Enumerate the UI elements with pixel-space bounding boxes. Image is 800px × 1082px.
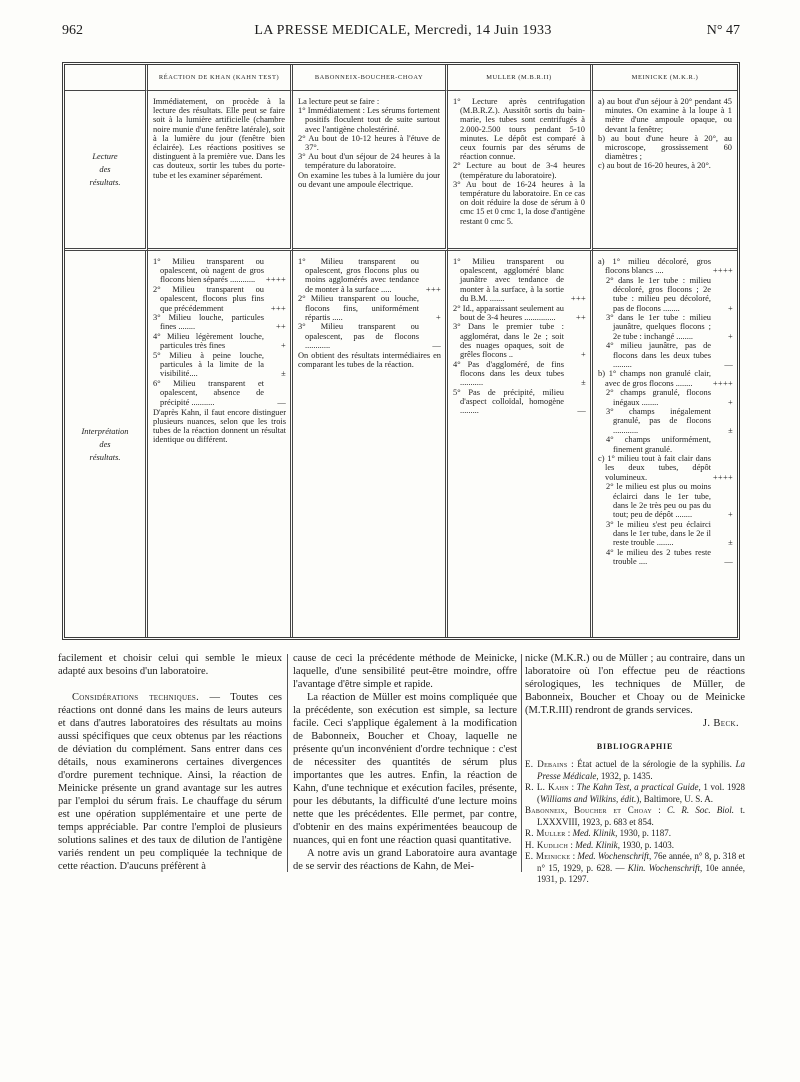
bib-text: , 1930, p. 1187. xyxy=(615,828,671,838)
issue-number: N° 47 xyxy=(706,23,740,38)
reading-meinicke-step: c) au bout de 16-20 heures, à 20°. xyxy=(598,161,711,171)
bibliography-entry xyxy=(525,840,745,852)
result-item xyxy=(298,322,441,350)
bib-source: La Presse Médicale xyxy=(537,759,745,781)
row-label-word: Interprétation xyxy=(81,426,129,436)
row-label-word: des xyxy=(99,165,111,174)
article-paragraph xyxy=(58,691,282,873)
result-sign: ++++ xyxy=(712,378,733,388)
bib-text: : xyxy=(652,805,667,815)
result-item xyxy=(153,351,286,379)
bib-text: : xyxy=(568,782,577,792)
bibliography-entry xyxy=(525,828,745,840)
result-description: 4° le milieu des 2 tubes reste trouble .... xyxy=(606,547,711,566)
bibliography-entry xyxy=(525,805,745,828)
column-header-babonneix: BABONNEIX-BOUCHER-CHOAY xyxy=(293,65,448,91)
bib-text: t. LXXXVIII, 1923, p. 683 et 854. xyxy=(537,805,745,827)
paragraph-text: — Toutes ces réactions ont donné dans les mains de leurs auteurs et dans d'autres laboratoires des résultats au moins aussi spécifiques que ceux obtenus par les réactions de déviation du complément. Sans entrer dans ces détails, nous examinerons certaines divergences d'ordre purement technique. Ainsi, la réaction de Meinicke présente un grand avantage sur les autres par l'emploi du sérum frais. Le chauffage du sérum est une opération supplémentaire et une perte de temps appréciable. Par contre l'emploi de plusieurs solutions salines et des taux de dilution de l'antigène variés rendent un peu compliquée la technique de cette réaction. D'aucuns préfèrent à xyxy=(58,692,283,872)
interpretation-babonneix-note: On obtient des résultats intermédiaires en comparant les tubes de la réaction. xyxy=(298,351,441,370)
result-item xyxy=(153,313,286,331)
result-sign: ± xyxy=(728,425,733,435)
column-header-kahn: RÉACTION DE KHAN (KAHN TEST) xyxy=(148,65,293,91)
bib-source: The Kahn Test, a practical Guide xyxy=(576,782,699,792)
article-paragraph: A notre avis un grand Laboratoire aura avantage de se servir des réactions de Kahn, de Mei- xyxy=(293,848,517,872)
article-paragraph: nicke (M.K.R.) ou de Müller ; au contraire, dans un laboratoire où l'on effectue peu de réactions sérologiques, les techniques de Müller, de Babonneix, Boucher et Choay ou de Meinicke (M.T.R.III) rendront de grands services. xyxy=(525,653,745,716)
result-description: 2° champs granulé, flocons inégaux ........ xyxy=(606,388,711,407)
result-description: 1° Milieu transparent ou opalescent, gros flocons plus ou moins agglomérés avec tendance de monter à la surface ..... xyxy=(298,257,419,294)
result-item xyxy=(453,304,586,322)
reading-muller-step: 2° Lecture au bout de 3-4 heures (température du laboratoire). xyxy=(453,161,585,180)
result-description: 2° le milieu est plus ou moins éclairci dans le 1er tube, dans le 2e très peu ou pas du tout; peu de dépôt ........ xyxy=(606,482,711,519)
article-paragraph: La réaction de Müller est moins compliquée que la précédente, son exécution est simple, sa lecture facile. Ceci s'applique également à la modification de Babonneix, Boucher et Choay, laquelle ne présente qu'un inconvénient d'ordre technique : c'est de nécessiter des quantités de sérum plus importantes que les autres. Enfin, la réaction de Kahn, d'une technique et exécution faciles, présente, pour les débutants, la difficulté d'une lecture moins nette que les précédentes. Elle permet, par contre, d'obtenir en des mains expérimentées beaucoup de nuances, qui en font une réaction quasi quantitative. xyxy=(293,692,517,846)
column-header-muller: MULLER (M.B.R.II) xyxy=(448,65,593,91)
section-lead: Considérations techniques. xyxy=(72,692,200,703)
result-sign: +++ xyxy=(270,303,286,313)
result-item xyxy=(598,341,733,369)
bib-author: Babonneix, Boucher et Choay xyxy=(525,805,653,815)
bib-author: R. L. Kahn xyxy=(525,782,569,792)
reading-muller-step: 3° Au bout de 16-24 heures à la température du laboratoire. En ce cas on doit réduire la dose de sérum à 0 cmc 15 et 0 cmc 1, la dose d'antigène restant 0 cmc 5. xyxy=(453,179,585,226)
result-sign: +++ xyxy=(570,293,586,303)
result-description: 4° Milieu légèrement louche, particules très fines xyxy=(153,332,264,351)
article-paragraph: cause de ceci la précédente méthode de Meinicke, laquelle, d'une sensibilité peut-être moindre, offre l'avantage d'être simple et rapide. xyxy=(293,653,517,690)
reading-babonneix-cell xyxy=(293,91,448,251)
bib-text: , 76e année, n° 8, p. 318 et n° 15, 1929, p. 628. — xyxy=(537,851,745,873)
reading-babonneix-note: On examine les tubes à la lumière du jour ou devant une ampoule électrique. xyxy=(298,170,440,189)
result-description: 6° Milieu transparent et opalescent, absence de précipité ........... xyxy=(153,379,264,407)
result-sign: ++++ xyxy=(712,266,733,276)
result-description: c) 1° milieu tout à fait clair dans les deux tubes, dépôt volumineux. xyxy=(598,454,711,482)
bib-source: Med. Klinik xyxy=(575,839,618,850)
result-sign: — xyxy=(724,359,733,369)
article-column-3 xyxy=(525,652,745,886)
result-description: 3° Dans le premier tube : agglomérat, dans le 2e ; soit des nuages opaques, soit de grêles flocons .. xyxy=(453,322,564,360)
result-item xyxy=(598,407,733,435)
serology-comparison-table xyxy=(62,62,740,640)
result-sign: ± xyxy=(581,378,586,388)
row-label-word: résultats. xyxy=(89,452,121,462)
bib-author: H. Kudlich xyxy=(525,839,569,850)
result-sign: ++ xyxy=(275,322,286,332)
result-description: 2° Id., apparaissant seulement au bout de 3-4 heures ............... xyxy=(453,303,564,322)
bib-source: C. R. Soc. Biol. xyxy=(666,805,735,815)
result-item xyxy=(298,294,441,322)
result-item xyxy=(598,388,733,406)
interpretation-muller-cell xyxy=(448,251,593,637)
result-item xyxy=(153,285,286,313)
result-description: a) 1° milieu décoloré, gros flocons blancs .... xyxy=(598,257,711,276)
bib-source: Williams and Wilkins, édit. xyxy=(540,793,637,804)
interpretation-kahn-note: D'après Kahn, il faut encore distinguer plusieurs nuances, selon que les trois tubes de la réaction donnent un résultat identique ou différent. xyxy=(153,407,286,445)
result-sign: — xyxy=(432,340,441,350)
bib-text: ), Baltimore, U. S. A. xyxy=(636,793,713,804)
result-sign: ++++ xyxy=(265,275,286,285)
result-sign: + xyxy=(727,303,733,313)
bib-author: R. Muller xyxy=(525,828,566,838)
result-item xyxy=(453,388,586,416)
interpretation-meinicke-cell xyxy=(593,251,737,637)
result-description: 4° Pas d'aggloméré, de fins flocons dans les deux tubes ........... xyxy=(453,359,564,388)
result-sign: ± xyxy=(281,369,286,379)
bib-text: , 1 vol. 1928 ( xyxy=(537,782,745,804)
reading-babonneix-step: 3° Au bout d'un séjour de 24 heures à la température du laboratoire. xyxy=(298,152,440,171)
result-sign: ++++ xyxy=(712,472,733,482)
row-label-word: des xyxy=(99,439,111,449)
bib-text: , 1930, p. 1403. xyxy=(617,839,674,850)
result-description: 2° Milieu transparent ou louche, flocons fins, uniformément répartis ..... xyxy=(298,294,419,322)
page-number: 962 xyxy=(62,23,83,38)
table-corner-cell xyxy=(65,65,148,91)
bib-text: , 1932, p. 1435. xyxy=(596,770,653,781)
result-item xyxy=(153,379,286,407)
result-description: 3° Milieu louche, particules fines ........ xyxy=(153,313,264,332)
journal-title: LA PRESSE MEDICALE, Mercredi, 14 Juin 1933 xyxy=(254,23,552,38)
result-item xyxy=(598,257,733,275)
result-description: 3° champs inégalement granulé, pas de flocons ............ xyxy=(606,407,711,435)
result-item xyxy=(598,454,733,482)
result-sign: + xyxy=(280,341,286,351)
article-paragraph: facilement et choisir celui qui semble le mieux adapté aux besoins d'un laboratoire. xyxy=(58,653,282,677)
result-description: 3° le milieu s'est peu éclairci dans le 1er tube, dans le 2e il reste trouble ........ xyxy=(606,519,711,548)
article-column-2 xyxy=(293,652,517,873)
reading-muller-cell xyxy=(448,91,593,251)
result-description: 3° dans le 1er tube : milieu jaunâtre, quelques flocons ; 2e tube : inchangé ........ xyxy=(606,313,711,341)
result-description: 2° dans le 1er tube : milieu décoloré, gros flocons ; 2e tube : milieu peu décoloré, pas de flocons ........ xyxy=(606,275,711,313)
result-item xyxy=(453,257,586,303)
page-header xyxy=(58,22,748,42)
bib-text: : xyxy=(570,851,578,861)
result-description: 1° Milieu transparent ou opalescent, où nagent de gros flocons bien séparés ............ xyxy=(153,257,264,285)
row-label-word: résultats. xyxy=(89,178,121,187)
reading-muller-step: 1° Lecture après centrifugation (M.B.R.Z.). Aussitôt sortis du bain-marie, les tubes sont centrifugés à 2.000-2.500 tours pendant 5-10 minutes. Le dépôt est comparé à ceux fournis par des sérums de réaction connue. xyxy=(453,97,585,162)
result-item xyxy=(598,435,733,453)
bibliography-entry xyxy=(525,759,745,782)
bib-text: : xyxy=(565,828,573,838)
reading-babonneix-intro: La lecture peut se faire : xyxy=(298,97,380,106)
result-item xyxy=(298,257,441,294)
column-header-meinicke: MEINICKE (M.K.R.) xyxy=(593,65,737,91)
reading-meinicke-cell xyxy=(593,91,737,251)
bib-text: , 10e année, 1931, p. 1297. xyxy=(537,862,745,884)
interpretation-kahn-cell xyxy=(148,251,293,637)
result-description: 4° milieu jaunâtre, pas de flocons dans les deux tubes ......... xyxy=(606,341,711,369)
result-sign: + xyxy=(727,509,733,519)
result-item xyxy=(598,276,733,313)
bib-text: : État actuel de la sérologie de la syphilis. xyxy=(567,759,736,769)
result-description: 4° champs uniformément, finement granulé. xyxy=(606,435,711,454)
result-sign: — xyxy=(724,557,733,566)
result-description: 3° Milieu transparent ou opalescent, pas de flocons ............ xyxy=(298,322,419,350)
article-column-1 xyxy=(58,652,282,873)
result-description: b) 1° champs non granulé clair, avec de gros flocons ........ xyxy=(598,369,711,388)
row-label-word: Lecture xyxy=(92,152,118,161)
reading-babonneix-step: 2° Au bout de 10-12 heures à l'étuve de 37°. xyxy=(298,133,440,153)
result-item xyxy=(598,369,733,387)
result-item xyxy=(153,332,286,350)
result-sign: ++ xyxy=(575,312,586,322)
author-signature: J. Beck. xyxy=(702,718,739,729)
result-sign: + xyxy=(435,312,441,322)
result-description: 5° Pas de précipité, milieu d'aspect colloïdal, homogène ......... xyxy=(453,387,564,416)
bib-source: Med. Wochenschrift xyxy=(577,851,650,861)
result-description: 1° Milieu transparent ou opalescent, aggloméré blanc jaunâtre avec tendance de monter à la surface, à la sortie du B.M. ....... xyxy=(453,257,564,303)
row-label-reading xyxy=(65,91,148,251)
bib-author: E. Debains xyxy=(525,759,568,769)
result-item xyxy=(598,482,733,519)
reading-meinicke-step: a) au bout d'un séjour à 20° pendant 45 minutes. On examine à la loupe à 1 mètre d'une ampoule opaque, ou devant la fenêtre; xyxy=(598,97,732,134)
reading-kahn-text: Immédiatement, on procède à la lecture des résultats. Elle peut se faire soit à la lumière artificielle (chambre noire munie d'une fenêtre latérale), soit à la lumière du jour (fenêtre bien éclairée). Les réactions positives se distinguent à la première vue. Dans les cas douteux, sortir les tubes du porte-tube et les examiner séparément. xyxy=(153,97,285,180)
bib-author: E. Meinicke xyxy=(525,851,571,861)
bib-text: : xyxy=(568,839,576,850)
result-description: 5° Milieu à peine louche, particules à la limite de la visibilité.... xyxy=(153,351,264,379)
result-sign: ± xyxy=(728,538,733,548)
reading-babonneix-step: 1° Immédiatement : Les sérums fortement positifs floculent tout de suite surtout avec l'antigène cholestériné. xyxy=(298,106,440,134)
result-item xyxy=(453,322,586,359)
reading-kahn-cell xyxy=(148,91,293,251)
column-rule xyxy=(287,654,288,872)
bib-source: Klin. Wochenschrift xyxy=(627,862,700,873)
result-sign: — xyxy=(277,397,286,407)
result-sign: + xyxy=(580,350,586,360)
result-description: 2° Milieu transparent ou opalescent, flocons plus fins que précédemment xyxy=(153,285,264,313)
result-item xyxy=(598,313,733,341)
result-sign: + xyxy=(727,331,733,341)
bibliography-title: BIBLIOGRAPHIE xyxy=(596,742,674,751)
bibliography-entry xyxy=(525,851,745,886)
result-sign: — xyxy=(577,406,586,416)
reading-meinicke-step: b) au bout d'une heure à 20°, au microscope, grossissement 60 diamètres ; xyxy=(598,133,732,162)
result-sign: +++ xyxy=(425,284,441,294)
result-item xyxy=(153,257,286,285)
result-sign: + xyxy=(727,397,733,407)
bib-source: Med. Klinik xyxy=(572,828,616,838)
result-item xyxy=(598,548,733,566)
column-rule xyxy=(521,654,522,872)
result-item xyxy=(598,520,733,548)
bibliography-entry xyxy=(525,782,745,805)
result-item xyxy=(453,360,586,388)
row-label-interpretation xyxy=(65,251,148,637)
interpretation-babonneix-cell xyxy=(293,251,448,637)
